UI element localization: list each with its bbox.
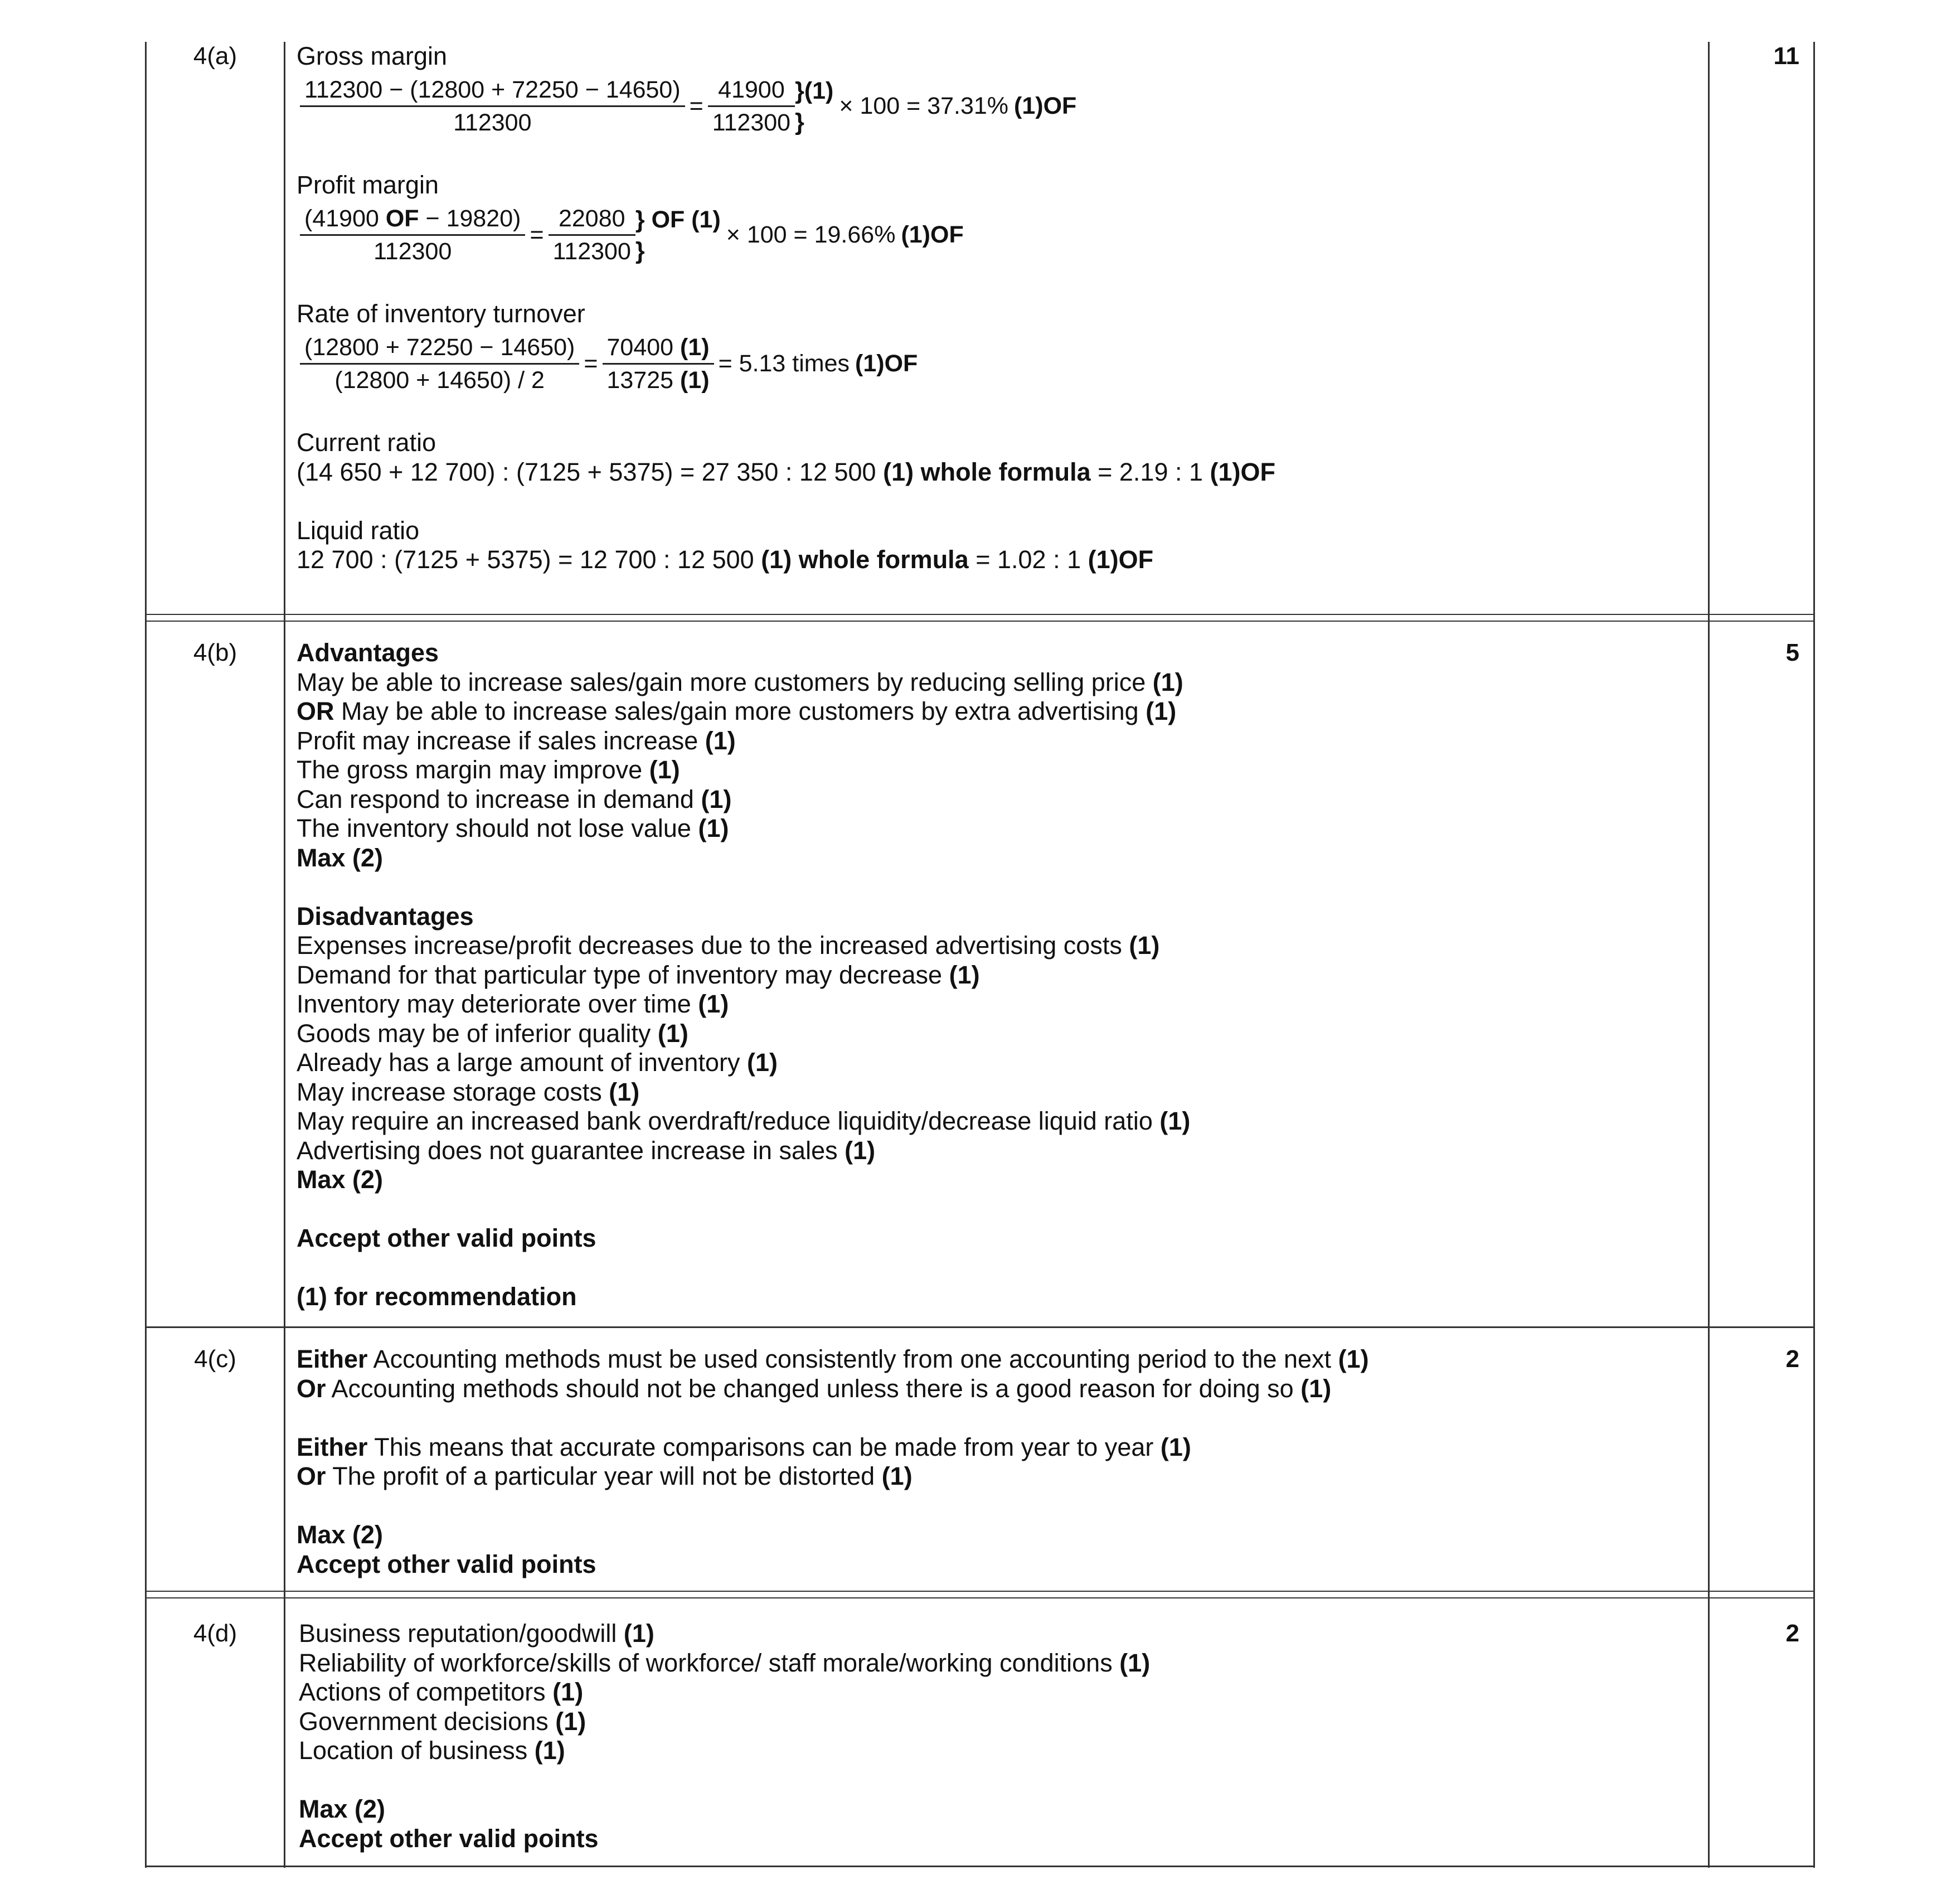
- max-marks: Max (2): [297, 1520, 384, 1549]
- mark-annotation: (1): [609, 1077, 640, 1106]
- list-item: The inventory should not lose value (1): [297, 814, 729, 842]
- equals-sign: =: [584, 350, 598, 377]
- list-item: Location of business (1): [299, 1736, 565, 1765]
- denominator: 112300: [712, 109, 791, 136]
- denominator: 112300: [552, 238, 631, 265]
- answer-4a: [297, 42, 1701, 575]
- fraction: [603, 332, 714, 396]
- fraction: [300, 332, 579, 396]
- non-financial-factors-list: [299, 1619, 1703, 1766]
- consistency-definition-list: [297, 1345, 1701, 1403]
- row-divider: [145, 1597, 1815, 1598]
- answer-4d: [299, 1619, 1703, 1853]
- equals-sign: =: [530, 221, 544, 248]
- mark-annotation: (1): [1152, 667, 1183, 696]
- list-item: Expenses increase/profit decreases due to the increased advertising costs (1): [297, 931, 1160, 960]
- list-item: Or The profit of a particular year will not be distorted (1): [297, 1462, 913, 1490]
- mark-annotation: (1)OF: [901, 221, 964, 248]
- mark-annotation: (1): [844, 1136, 876, 1165]
- answer-4c: [297, 1345, 1701, 1579]
- list-item: May require an increased bank overdraft/reduce liquidity/decrease liquid ratio (1): [297, 1107, 1191, 1135]
- mark-annotation: (1): [1338, 1345, 1369, 1373]
- marks-total: 2: [1785, 1345, 1799, 1373]
- profit-margin-formula: [300, 200, 1701, 270]
- profit-margin-label: Profit margin: [297, 171, 439, 199]
- mark-annotation: (1): [552, 1678, 584, 1706]
- mark-annotation: (1): [657, 1019, 688, 1048]
- max-marks: Max (2): [299, 1795, 386, 1823]
- question-number: 4(d): [193, 1620, 237, 1647]
- numerator: 41900: [708, 74, 795, 107]
- row-divider: [145, 621, 1815, 622]
- row-divider: [145, 614, 1815, 615]
- numerator: 70400 (1): [603, 332, 714, 365]
- answer-4b: [297, 638, 1701, 1312]
- mark-annotation: (1): [555, 1707, 586, 1736]
- row-divider: [145, 1326, 1815, 1328]
- inventory-turnover-label: Rate of inventory turnover: [297, 299, 585, 328]
- gross-margin-label: Gross margin: [297, 42, 448, 70]
- mark-annotation: (1): [1129, 931, 1160, 960]
- mark-annotation: (1): [649, 755, 680, 784]
- current-ratio-label: Current ratio: [297, 428, 436, 457]
- list-item: Goods may be of inferior quality (1): [297, 1019, 688, 1048]
- brace: }: [795, 108, 804, 135]
- marks-total: 5: [1785, 639, 1799, 666]
- recommendation-note: (1) for recommendation: [297, 1282, 577, 1311]
- mark-annotation: (1): [1160, 1432, 1191, 1461]
- consistency-reason-list: [297, 1433, 1701, 1491]
- list-item: Profit may increase if sales increase (1): [297, 726, 736, 755]
- disadvantages-heading: Disadvantages: [297, 902, 474, 931]
- row-divider: [145, 1591, 1815, 1592]
- mark-annotation: (1): [1146, 697, 1177, 725]
- list-item: Business reputation/goodwill (1): [299, 1619, 654, 1648]
- disadvantages-list: [297, 931, 1701, 1165]
- result: × 100 = 19.66%: [726, 221, 896, 248]
- mark-annotation: (1): [881, 1462, 913, 1490]
- mark-annotation: (1): [1159, 1107, 1191, 1135]
- denominator: 112300: [453, 109, 532, 136]
- mark-annotation: (1): [949, 960, 980, 989]
- numerator: 22080: [549, 203, 635, 236]
- list-item: Either This means that accurate comparisons can be made from year to year (1): [297, 1432, 1191, 1461]
- mark-annotation: (1): [534, 1736, 565, 1765]
- numerator: (41900 OF − 19820): [300, 203, 525, 236]
- question-number: 4(b): [193, 639, 237, 666]
- question-number: 4(c): [194, 1345, 236, 1373]
- fraction: [300, 203, 525, 267]
- mark-annotation: (1): [1300, 1374, 1332, 1403]
- list-item: Or Accounting methods should not be changed unless there is a good reason for doing so (1): [297, 1374, 1332, 1403]
- table-border-bottom: [145, 1866, 1815, 1867]
- question-number: 4(a): [193, 42, 237, 70]
- mark-annotation: }(1): [795, 77, 834, 104]
- mark-annotation: (1)OF: [1014, 93, 1077, 119]
- mark-annotation: } OF (1): [635, 206, 721, 233]
- denominator: 112300: [373, 238, 452, 265]
- numerator: (12800 + 72250 − 14650): [300, 332, 579, 365]
- advantages-list: [297, 668, 1701, 844]
- table-border-left: [145, 42, 147, 1868]
- list-item: Advertising does not guarantee increase in sales (1): [297, 1136, 876, 1165]
- accept-other-note: Accept other valid points: [297, 1549, 596, 1578]
- list-item: Demand for that particular type of inventory may decrease (1): [297, 960, 980, 989]
- list-item: The gross margin may improve (1): [297, 755, 680, 784]
- max-marks: Max (2): [297, 1165, 384, 1194]
- brace: }: [635, 237, 645, 264]
- gross-margin-formula: [300, 71, 1701, 142]
- mark-annotation: (1): [623, 1619, 654, 1648]
- list-item: Reliability of workforce/skills of workforce/ staff morale/working conditions (1): [299, 1648, 1151, 1677]
- mark-annotation: (1): [698, 814, 729, 842]
- fraction: [708, 74, 795, 138]
- list-item: Already has a large amount of inventory (1): [297, 1048, 778, 1077]
- mark-annotation: (1): [1119, 1648, 1151, 1677]
- list-item: Actions of competitors (1): [299, 1678, 584, 1706]
- accept-other-note: Accept other valid points: [299, 1824, 599, 1853]
- column-divider-question: [284, 42, 285, 1868]
- table-border-right: [1813, 42, 1815, 1868]
- current-ratio-formula: (14 650 + 12 700) : (7125 + 5375) = 27 350 : 12 500 (1) whole formula = 2.19 : 1 (1)OF: [297, 457, 1276, 486]
- mark-annotation: (1): [705, 726, 736, 755]
- max-marks: Max (2): [297, 843, 384, 872]
- liquid-ratio-label: Liquid ratio: [297, 516, 420, 545]
- list-item: May increase storage costs (1): [297, 1077, 640, 1106]
- denominator: 13725 (1): [606, 367, 710, 394]
- mark-annotation: (1): [701, 784, 732, 813]
- equals-sign: =: [689, 93, 703, 119]
- column-divider-marks: [1708, 42, 1710, 1868]
- mark-annotation: (1): [698, 990, 729, 1018]
- fraction: [549, 203, 635, 267]
- result: × 100 = 37.31%: [839, 93, 1009, 119]
- mark-annotation: (1): [746, 1048, 778, 1077]
- numerator: 112300 − (12800 + 72250 − 14650): [300, 74, 685, 107]
- inventory-turnover-formula: [300, 329, 1701, 399]
- accept-other-note: Accept other valid points: [297, 1224, 596, 1252]
- denominator: (12800 + 14650) / 2: [334, 367, 545, 394]
- list-item: Government decisions (1): [299, 1707, 586, 1736]
- list-item: Inventory may deteriorate over time (1): [297, 990, 729, 1018]
- advantages-heading: Advantages: [297, 638, 439, 667]
- marks-total: 2: [1785, 1620, 1799, 1647]
- result: = 5.13 times: [718, 350, 850, 377]
- list-item: OR May be able to increase sales/gain more customers by extra advertising (1): [297, 697, 1177, 725]
- fraction: [300, 74, 685, 138]
- liquid-ratio-formula: 12 700 : (7125 + 5375) = 12 700 : 12 500 (1) whole formula = 1.02 : 1 (1)OF: [297, 545, 1154, 574]
- mark-annotation: (1)OF: [855, 350, 918, 377]
- list-item: Either Accounting methods must be used consistently from one accounting period to the next (1): [297, 1345, 1369, 1373]
- list-item: Can respond to increase in demand (1): [297, 784, 732, 813]
- list-item: May be able to increase sales/gain more customers by reducing selling price (1): [297, 667, 1183, 696]
- marks-total: 11: [1773, 42, 1799, 70]
